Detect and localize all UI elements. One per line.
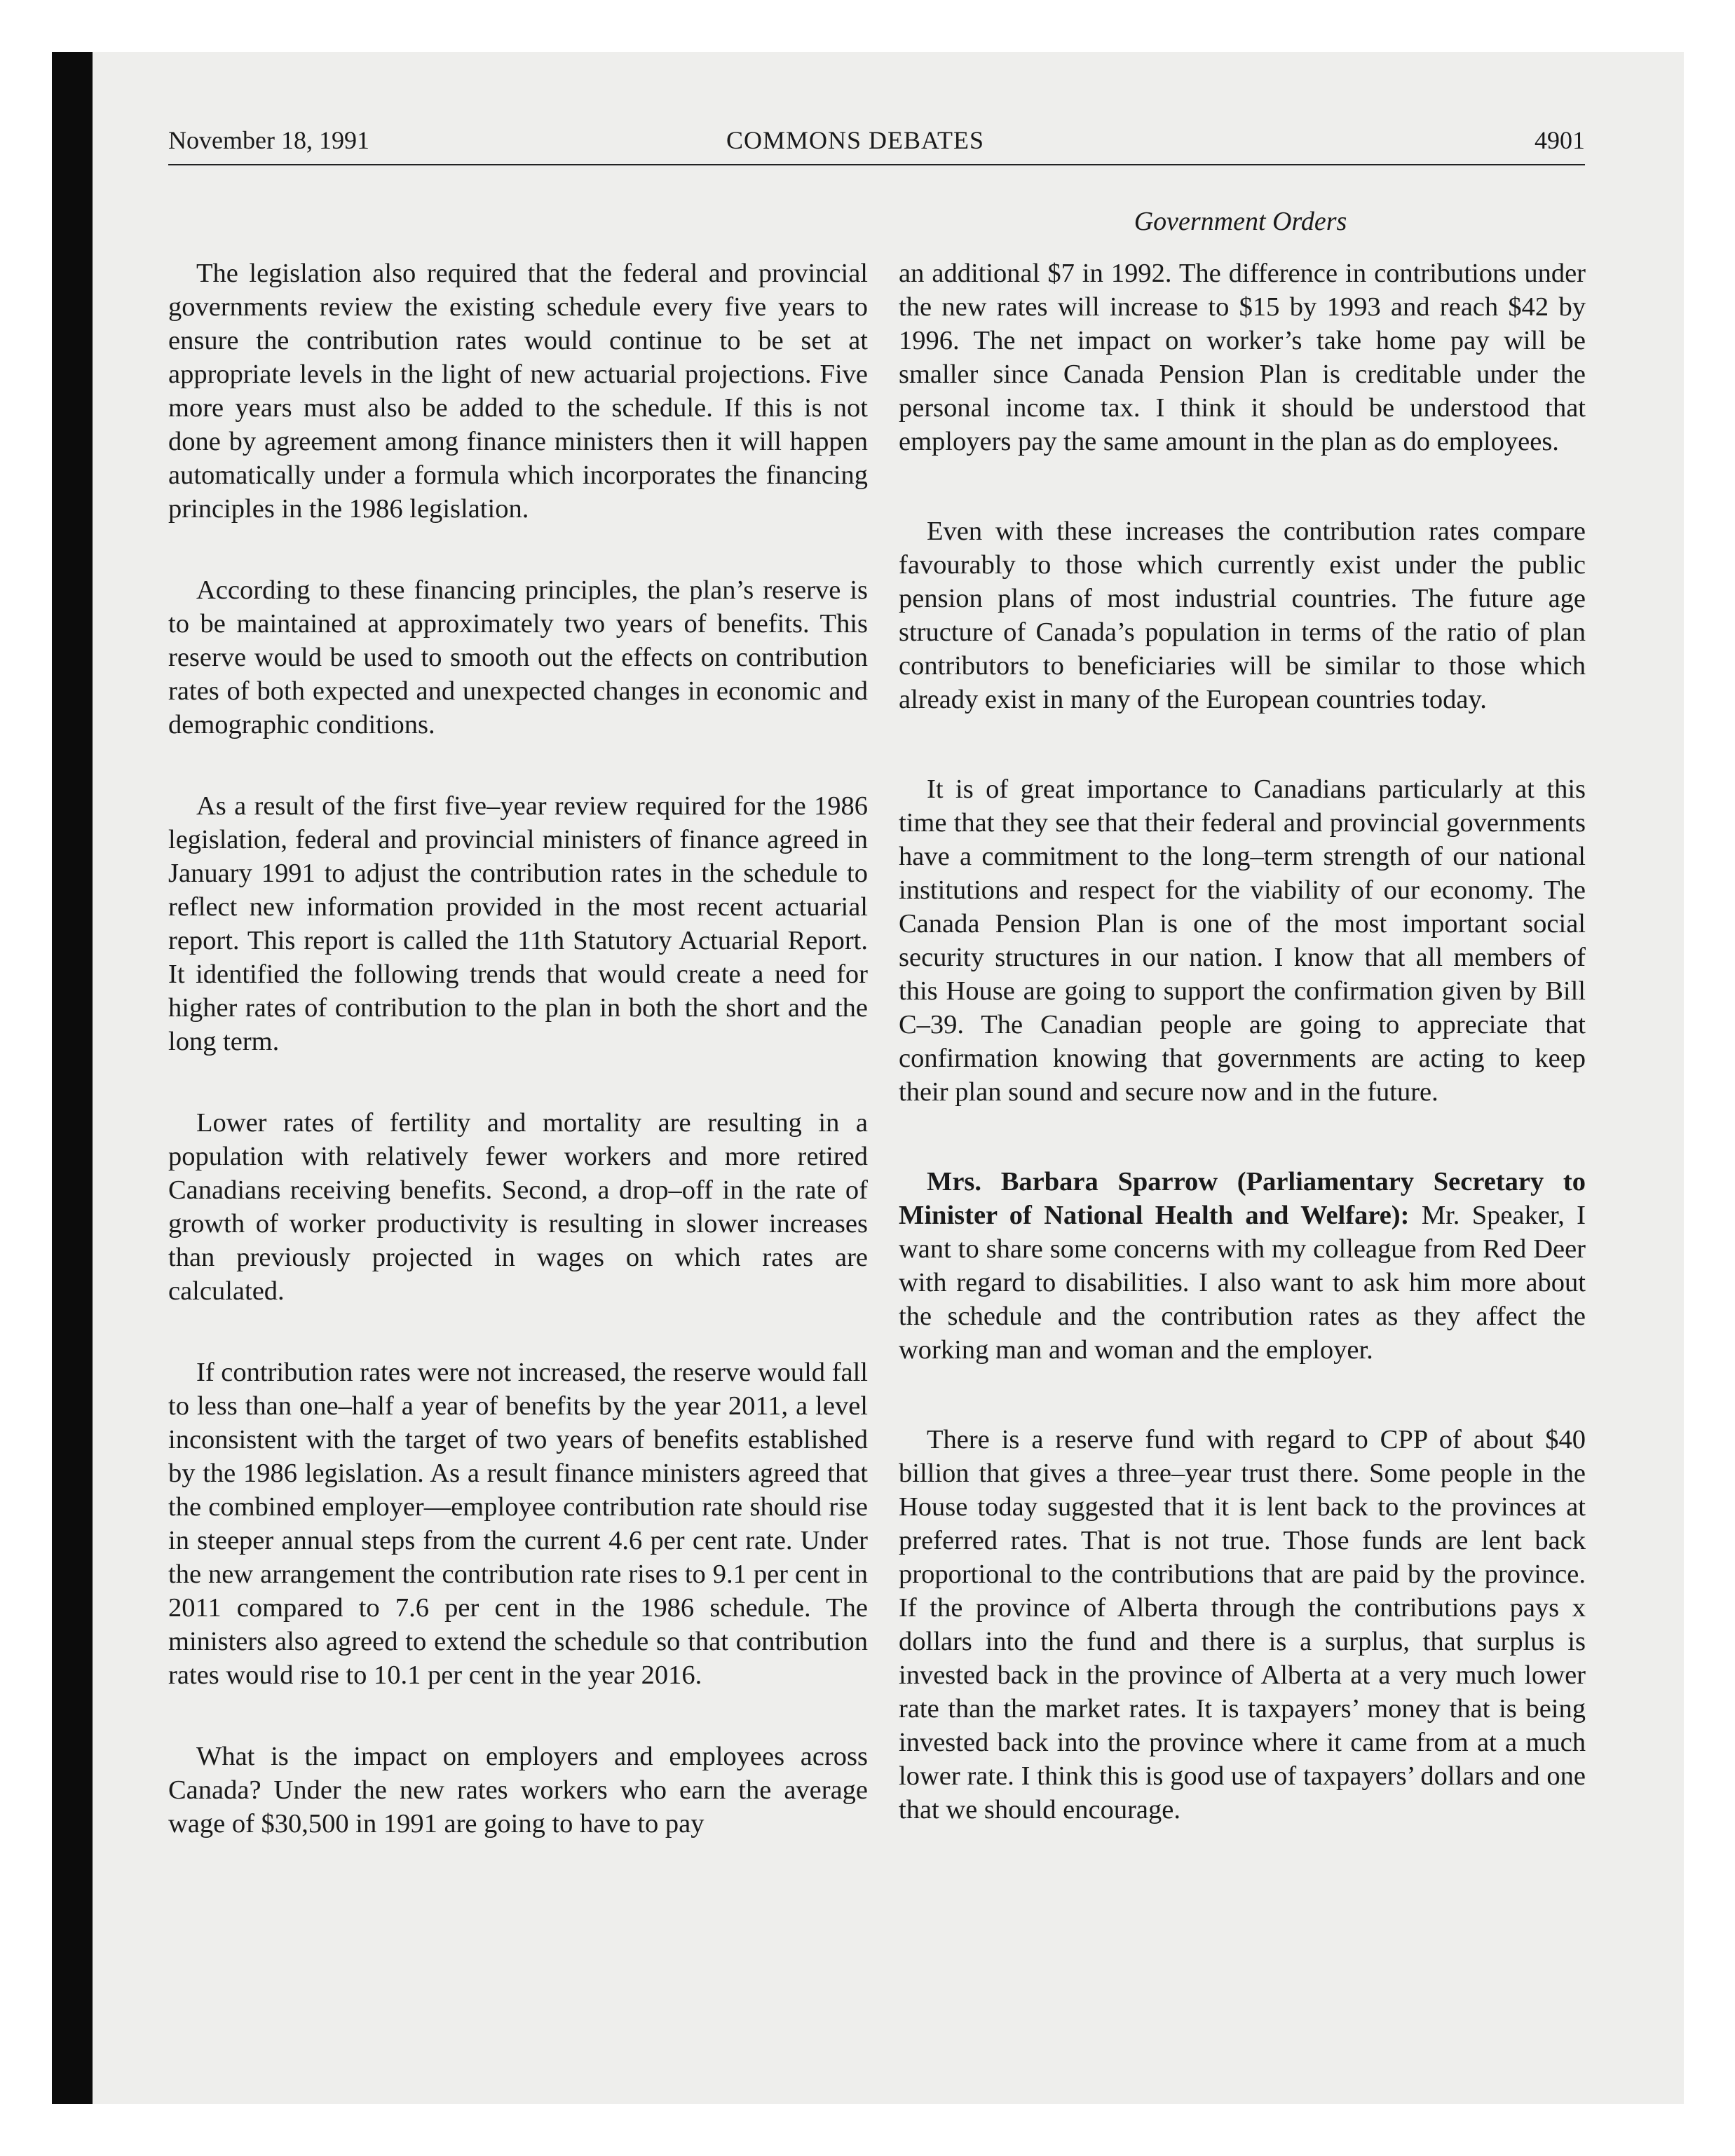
- scan-edge-bar: [52, 52, 93, 2104]
- speech-text: Mr. Speaker, I want to share some concerns with my colleague from Red Deer with regard to disabilities. I also want to ask him more about the schedule and the contribution rates as they affect the working man and woman and the employer.: [899, 1201, 1586, 1365]
- paragraph: If contribution rates were not increased, the reserve would fall to less than one–half a year of benefits by the year 2011, a level inconsistent with the target of two years of benefits established by the 1986 legislation. As a result finance ministers agreed that the combined employer—employee contribution rate should rise in steeper annual steps from the current 4.6 per cent rate. Under the new arrangement the contribution rate rises to 9.1 per cent in 2011 compared to 7.6 per cent in the 1986 schedule. The ministers also agreed to extend the schedule so that contribution rates would rise to 10.1 per cent in the year 2016.: [168, 1358, 868, 1690]
- right-column: [899, 257, 1586, 1827]
- header-rule: [168, 164, 1585, 165]
- paragraph: As a result of the first five–year review required for the 1986 legislation, federal and provincial ministers of finance agreed in January 1991 to adjust the contribution rates in the schedule to reflect new information provided in the most recent actuarial report. This report is called the 11th Statutory Actuarial Report. It identified the following trends that would create a need for higher rates of contribution to the plan in both the short and the long term.: [168, 791, 868, 1056]
- section-heading: Government Orders: [1134, 207, 1347, 236]
- continued-paragraph: an additional $7 in 1992. The difference in contributions under the new rates will increase to $15 by 1993 and reach $42 by 1996. The net impact on worker’s take home pay will be smaller since Canada Pension Plan is creditable under the personal income tax. I think it should be understood that employers pay the same amount in the plan as do employees.: [899, 259, 1586, 456]
- header-title: COMMONS DEBATES: [726, 126, 985, 154]
- left-column: [168, 257, 868, 1841]
- paragraph: According to these financing principles, the plan’s reserve is to be maintained at approximately two years of benefits. This reserve would be used to smooth out the effects on contribution rates of both expected and unexpected changes in economic and demographic conditions.: [168, 575, 868, 739]
- header-date: November 18, 1991: [168, 126, 369, 154]
- paragraph: There is a reserve fund with regard to CPP of about $40 billion that gives a three–year trust there. Some people in the House today suggested that it is lent back to the provinces at preferred rates. That is not true. Those funds are lent back proportional to the contributions that are paid by the province. If the province of Alberta through the contributions pays x dollars into the fund and there is a surplus, that surplus is invested back in the province of Alberta at a very much lower rate than the market rates. It is taxpayers’ money that is being invested back into the province where it came from at a much lower rate. I think this is good use of taxpayers’ dollars and one that we should encourage.: [899, 1425, 1586, 1824]
- page-number: 4901: [1535, 126, 1585, 154]
- speaker-name: Mrs. Barbara Sparrow (Parliamentary Secretary to Minister of National Health and Welfare):: [899, 1167, 1586, 1230]
- paragraph: What is the impact on employers and employees across Canada? Under the new rates workers who earn the average wage of $30,500 in 1991 are going to have to pay: [168, 1742, 868, 1838]
- paragraph: Even with these increases the contribution rates compare favourably to those which currently exist under the public pension plans of most industrial countries. The future age structure of Canada’s population in terms of the ratio of plan contributors to beneficiaries will be similar to those which already exist in many of the European countries today.: [899, 517, 1586, 714]
- paragraph: The legislation also required that the federal and provincial governments review the existing schedule every five years to ensure the contribution rates would continue to be set at appropriate levels in the light of new actuarial projections. Five more years must also be added to the schedule. If this is not done by agreement among finance ministers then it will happen automatically under a formula which incorporates the financing principles in the 1986 legislation.: [168, 259, 868, 524]
- paragraph: Lower rates of fertility and mortality are resulting in a population with relatively fewer workers and more retired Canadians receiving benefits. Second, a drop–off in the rate of growth of worker productivity is resulting in slower increases than previously projected in wages on which rates are calculated.: [168, 1108, 868, 1306]
- speech-paragraph: [899, 1165, 1586, 1367]
- paragraph: It is of great importance to Canadians particularly at this time that they see that their federal and provincial governments have a commitment to the long–term strength of our national institutions and respect for the viability of our economy. The Canada Pension Plan is one of the most important social security structures in our nation. I know that all members of this House are going to support the confirmation given by Bill C–39. The Canadian people are going to appreciate that confirmation knowing that governments are acting to keep their plan sound and secure now and in the future.: [899, 775, 1586, 1107]
